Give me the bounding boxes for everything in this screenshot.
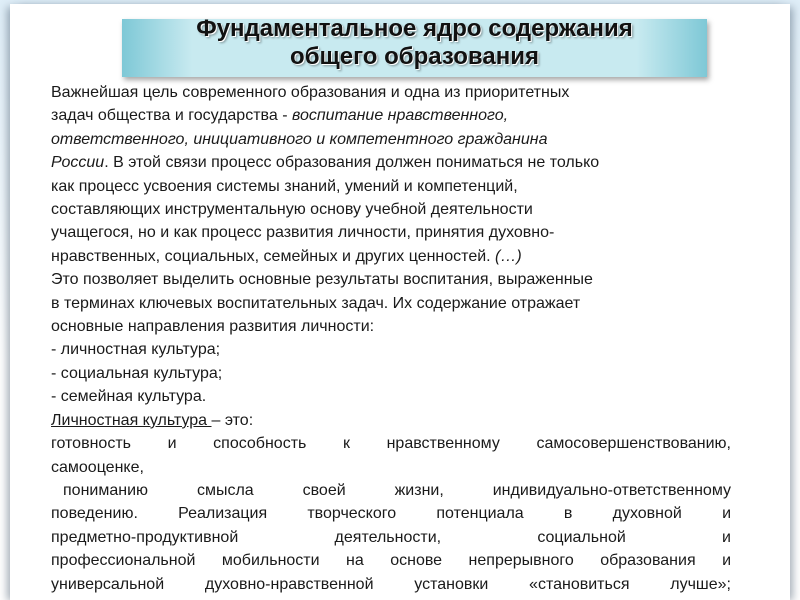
emphasis-text: России: [51, 154, 105, 172]
paragraph-line: составляющих инструментальную основу учебной деятельности: [51, 201, 533, 219]
paragraph-line: [51, 104, 731, 127]
ellipsis-text: (…): [495, 247, 522, 265]
emphasis-text: воспитание нравственного,: [291, 107, 509, 125]
definition-heading: [51, 409, 731, 432]
paragraph-line: предметно-продуктивной деятельности, социальной и: [51, 528, 731, 546]
list-item: - социальная культура;: [51, 364, 223, 382]
list-item: - семейная культура.: [51, 388, 207, 406]
paragraph-line: профессиональной мобильности на основе непрерывного образования и: [51, 552, 731, 570]
text-span: нравственных, социальных, семейных и других ценностей.: [51, 247, 496, 265]
paragraph-line: ответственного, инициативного и компетентного гражданина: [51, 130, 548, 148]
paragraph-line: поведению. Реализация творческого потенциала в духовной и: [51, 505, 731, 523]
list-item: - личностная культура;: [51, 341, 221, 359]
paragraph-line: пониманию смысла своей жизни, индивидуально-ответственному: [63, 481, 731, 499]
paragraph-line: универсальной духовно-нравственной установки «становиться лучше»;: [51, 575, 731, 593]
title-line-2: общего образования: [290, 43, 539, 70]
paragraph-line: [51, 245, 731, 268]
paragraph-line: учащегося, но и как процесс развития личности, принятия духовно-: [51, 224, 555, 242]
text-span: задач общества и государства -: [51, 107, 292, 125]
definition-dash: – это:: [211, 411, 254, 429]
title-line-1: Фундаментальное ядро содержания: [196, 15, 633, 42]
paragraph-line: готовность и способность к нравственному самосовершенствованию,: [51, 435, 731, 453]
body-text: [51, 81, 731, 596]
paragraph-line: как процесс усвоения системы знаний, умений и компетенций,: [51, 177, 518, 195]
paragraph-line: в терминах ключевых воспитательных задач. Их содержание отражает: [51, 294, 581, 312]
paragraph-line: самооценке,: [51, 458, 144, 476]
paragraph-line: основные направления развития личности:: [51, 318, 375, 336]
text-span: . В этой связи процесс образования должен пониматься не только: [104, 154, 600, 172]
paragraph-line: [51, 151, 731, 174]
title-banner: [122, 15, 707, 77]
paragraph-line: Важнейшая цель современного образования и одна из приоритетных: [51, 84, 570, 101]
definition-term: Личностная культура: [51, 411, 212, 429]
paragraph-line: Это позволяет выделить основные результаты воспитания, выраженные: [51, 271, 593, 289]
